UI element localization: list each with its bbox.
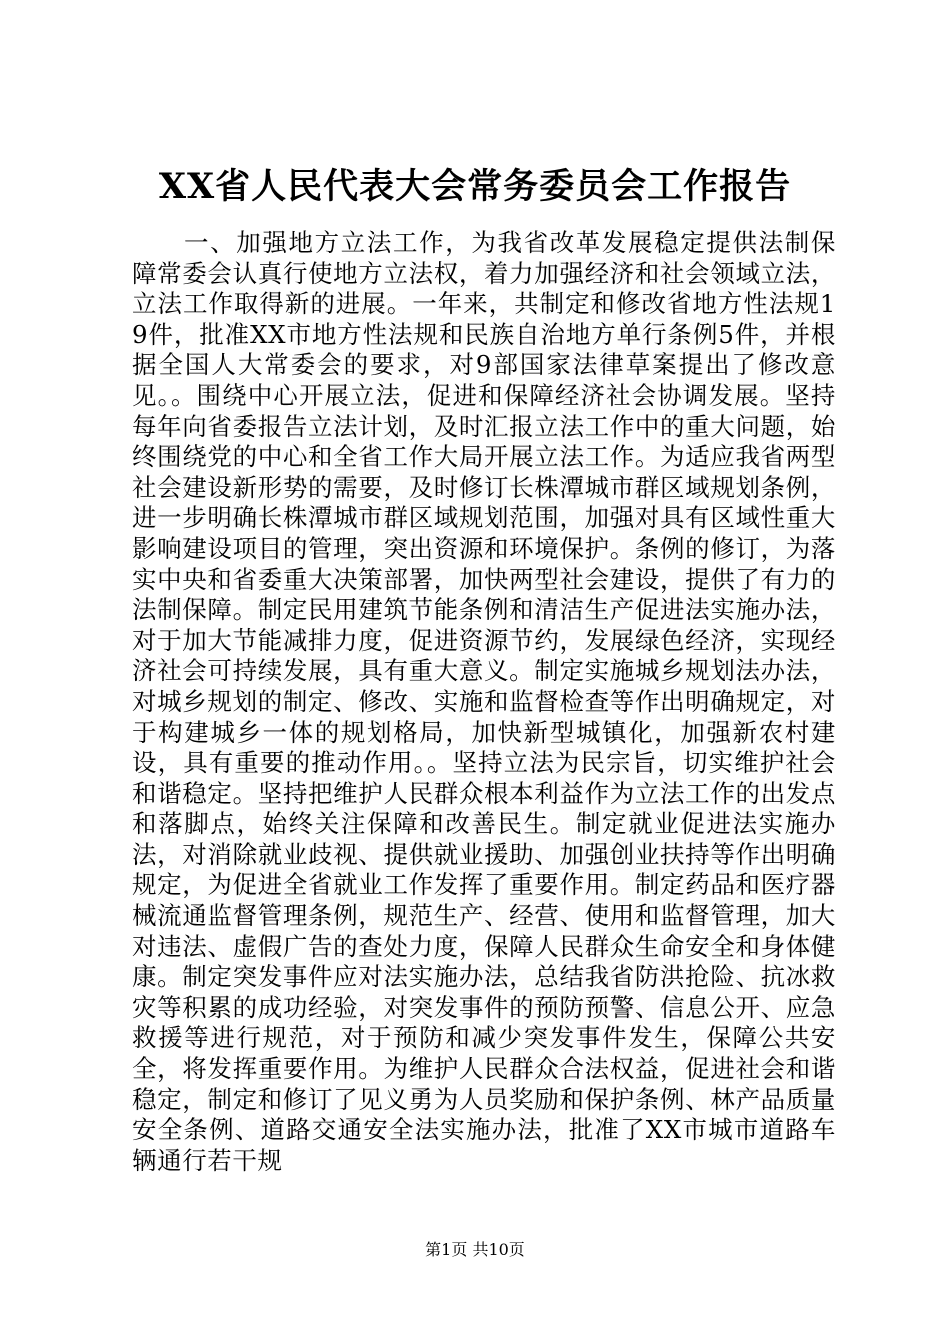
document-title: XX省人民代表大会常务委员会工作报告: [158, 166, 792, 207]
document-body-paragraph: 一、加强地方立法工作，为我省改革发展稳定提供法制保障常委会认真行使地方立法权，着力加强经济和社会领域立法，立法工作取得新的进展。一年来，共制定和修改省地方性法规19件，批准XX市地方性法规和民族自治地方单行条例5件，并根据全国人大常委会的要求，对9部国家法律草案提出了修改意见。。围绕中心开展立法，促进和保障经济社会协调发展。坚持每年向省委报告立法计划，及时汇报立法工作中的重大问题，始终围绕党的中心和全省工作大局开展立法工作。为适应我省两型社会建设新形势的需要，及时修订长株潭城市群区域规划条例，进一步明确长株潭城市群区域规划范围，加强对具有区域性重大影响建设项目的管理，突出资源和环境保护。条例的修订，为落实中央和省委重大决策部署，加快两型社会建设，提供了有力的法制保障。制定民用建筑节能条例和清洁生产促进法实施办法，对于加大节能减排力度，促进资源节约，发展绿色经济，实现经济社会可持续发展，具有重大意义。制定实施城乡规划法办法，对城乡规划的制定、修改、实施和监督检查等作出明确规定，对于构建城乡一体的规划格局，加快新型城镇化，加强新农村建设，具有重要的推动作用。。坚持立法为民宗旨，切实维护社会和谐稳定。坚持把维护人民群众根本利益作为立法工作的出发点和落脚点，始终关注保障和改善民生。制定就业促进法实施办法，对消除就业歧视、提供就业援助、加强创业扶持等作出明确规定，为促进全省就业工作发挥了重要作用。制定药品和医疗器械流通监督管理条例，规范生产、经营、使用和监督管理，加大对违法、虚假广告的查处力度，保障人民群众生命安全和身体健康。制定突发事件应对法实施办法，总结我省防洪抢险、抗冰救灾等积累的成功经验，对突发事件的预防预警、信息公开、应急救援等进行规范，对于预防和减少突发事件发生，保障公共安全，将发挥重要作用。为维护人民群众合法权益，促进社会和谐稳定，制定和修订了见义勇为人员奖励和保护条例、林产品质量安全条例、道路交通安全法实施办法，批准了XX市城市道路车辆通行若干规: [132, 228, 836, 1175]
page-number-footer: 第1页 共10页: [425, 1240, 525, 1259]
